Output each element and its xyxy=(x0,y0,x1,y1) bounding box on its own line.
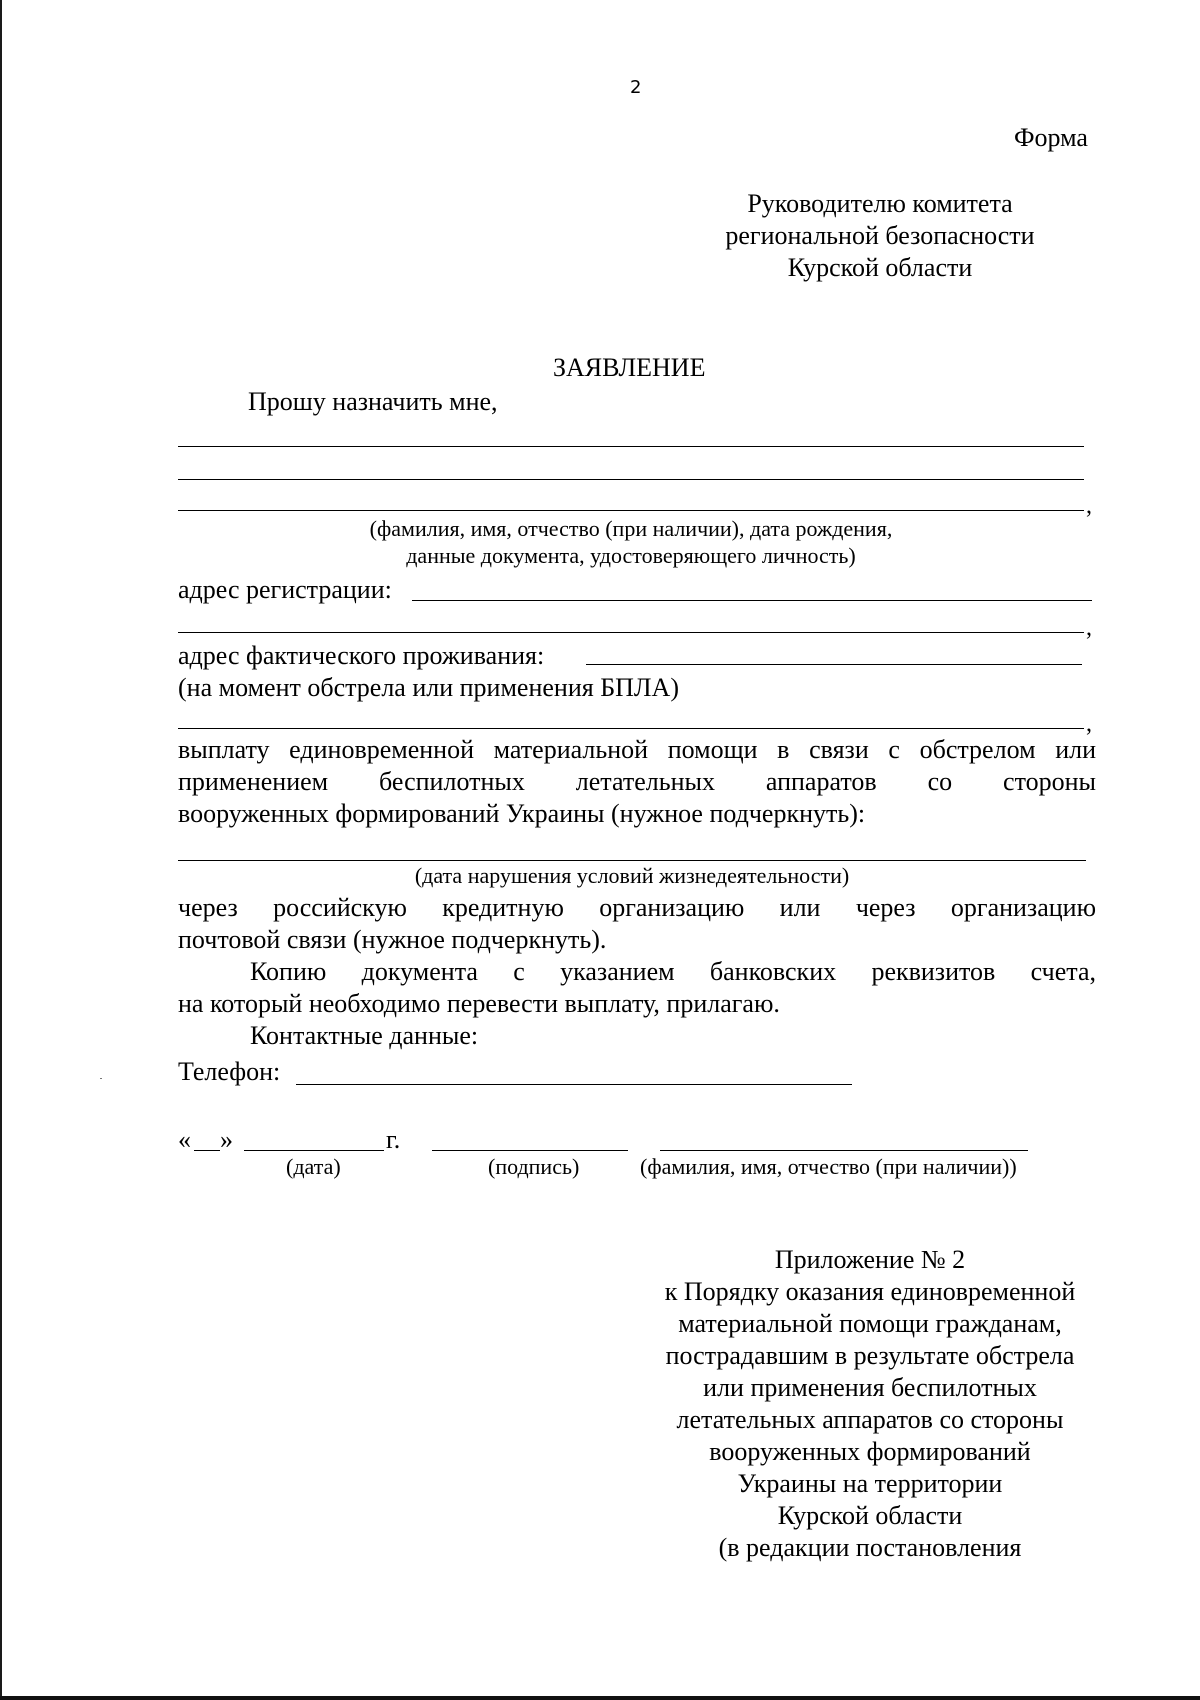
scan-edge-left xyxy=(0,0,2,1698)
payment-text-line-1: выплату единовременной материальной помощи в связи с обстрелом или xyxy=(178,735,1096,764)
actual-address-field-2[interactable] xyxy=(178,728,1084,729)
appendix-line-5: или применения беспилотных xyxy=(703,1373,1037,1402)
comma: , xyxy=(1086,493,1092,519)
payment-text-line-2: применением беспилотных летательных аппаратов со стороны xyxy=(178,767,1096,796)
appendix-line-3: материальной помощи гражданам, xyxy=(678,1309,1062,1338)
caption-signature: (подпись) xyxy=(488,1154,580,1179)
name-line-3[interactable] xyxy=(178,510,1084,511)
form-label: Форма xyxy=(1014,123,1088,152)
actual-address-label: адрес фактического проживания: xyxy=(178,641,545,670)
actual-address-note: (на момент обстрела или применения БПЛА) xyxy=(178,673,679,702)
month-field[interactable] xyxy=(244,1150,384,1151)
document-title: ЗАЯВЛЕНИЕ xyxy=(553,353,706,382)
date-close-quote: » xyxy=(220,1125,233,1154)
scan-edge-bottom xyxy=(0,1696,1200,1700)
copy-text-line-2: на который необходимо перевести выплату, прилагаю. xyxy=(178,989,780,1018)
name-line-1[interactable] xyxy=(178,446,1084,447)
appendix-line-6: летательных аппаратов со стороны xyxy=(676,1405,1064,1434)
caption-violation-date: (дата нарушения условий жизнедеятельности) xyxy=(414,863,850,888)
full-name-field[interactable] xyxy=(660,1150,1028,1151)
reg-address-label: адрес регистрации: xyxy=(178,575,392,604)
phone-field[interactable] xyxy=(296,1084,852,1085)
appendix-line-1: Приложение № 2 xyxy=(774,1245,966,1274)
payment-text-line-3: вооруженных формирований Украины (нужное подчеркнуть): xyxy=(178,799,866,828)
page-number: 2 xyxy=(630,77,642,98)
year-suffix: г. xyxy=(386,1125,401,1154)
appendix-line-4: пострадавшим в результате обстрела xyxy=(665,1341,1075,1370)
addressee-line-1: Руководителю комитета xyxy=(747,189,1013,218)
appendix-line-8: Украины на территории xyxy=(737,1469,1003,1498)
reg-address-field-2[interactable] xyxy=(178,632,1084,633)
addressee-line-2: региональной безопасности xyxy=(725,221,1035,250)
request-intro: Прошу назначить мне, xyxy=(248,387,498,416)
appendix-line-2: к Порядку оказания единовременной xyxy=(664,1277,1076,1306)
reg-address-field[interactable] xyxy=(412,600,1092,601)
copy-text-line-1: Копию документа с указанием банковских реквизитов счета, xyxy=(250,957,1096,986)
signature-field[interactable] xyxy=(432,1150,628,1151)
caption-full-name: (фамилия, имя, отчество (при наличии)) xyxy=(640,1154,1017,1179)
caption-person-line-1: (фамилия, имя, отчество (при наличии), дата рождения, xyxy=(369,516,893,541)
caption-person-line-2: данные документа, удостоверяющего личность) xyxy=(406,543,856,568)
appendix-line-9: Курской области xyxy=(777,1501,963,1530)
day-field[interactable] xyxy=(194,1150,220,1151)
transfer-text-line-2: почтовой связи (нужное подчеркнуть). xyxy=(178,925,607,954)
addressee-line-3: Курской области xyxy=(787,253,973,282)
violation-date-field[interactable] xyxy=(178,860,1086,861)
appendix-line-10: (в редакции постановления xyxy=(718,1533,1022,1562)
scan-speck xyxy=(100,1078,102,1079)
contacts-label: Контактные данные: xyxy=(250,1021,479,1050)
caption-date: (дата) xyxy=(286,1154,341,1179)
date-open-quote: « xyxy=(178,1125,191,1154)
phone-label: Телефон: xyxy=(178,1057,281,1086)
appendix-line-7: вооруженных формирований xyxy=(709,1437,1031,1466)
name-line-2[interactable] xyxy=(178,479,1084,480)
comma: , xyxy=(1086,711,1092,737)
transfer-text-line-1: через российскую кредитную организацию или через организацию xyxy=(178,893,1096,922)
comma: , xyxy=(1086,615,1092,641)
actual-address-field[interactable] xyxy=(586,664,1082,665)
